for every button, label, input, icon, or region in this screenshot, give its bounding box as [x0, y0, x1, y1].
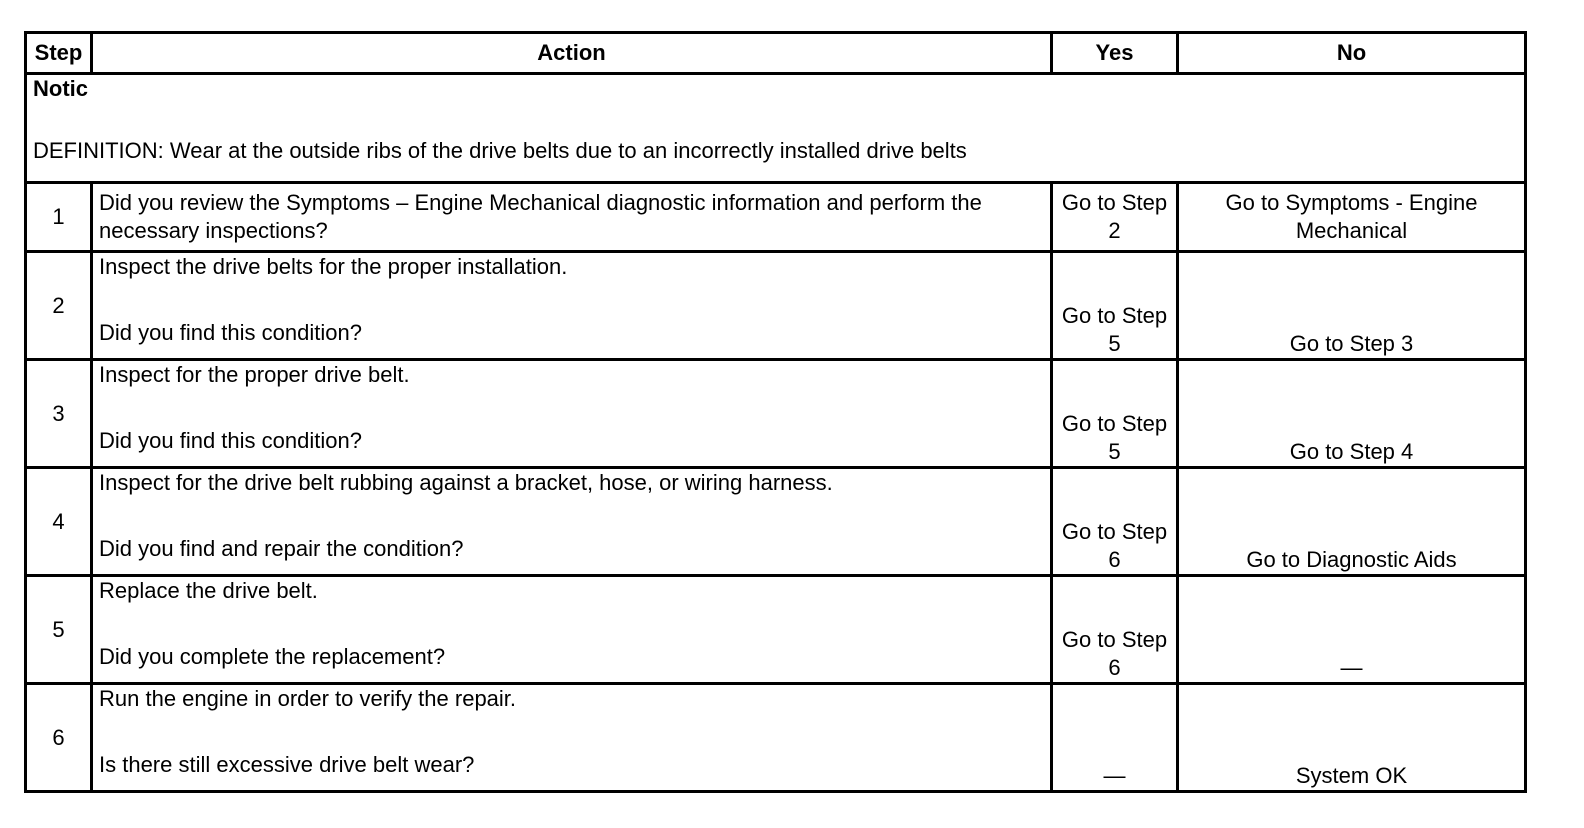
action-cell — [92, 576, 1052, 684]
no-cell: Go to Diagnostic Aids — [1178, 468, 1526, 576]
yes-cell: Go to Step 5 — [1052, 252, 1178, 360]
action-question: Did you complete the replacement? — [99, 644, 446, 670]
header-row — [26, 33, 1526, 74]
yes-cell: Go to Step 6 — [1052, 468, 1178, 576]
notice-cell — [26, 74, 1526, 183]
yes-cell: Go to Step 2 — [1052, 182, 1178, 252]
table-row — [26, 576, 1526, 684]
header-yes: Yes — [1052, 33, 1178, 74]
no-cell: System OK — [1178, 684, 1526, 792]
action-question: Is there still excessive drive belt wear? — [99, 752, 475, 778]
action-question: Did you find and repair the condition? — [99, 536, 464, 562]
action-text: Inspect the drive belts for the proper installation. — [99, 254, 568, 280]
header-no: No — [1178, 33, 1526, 74]
no-cell: Go to Step 4 — [1178, 360, 1526, 468]
no-cell: — — [1178, 576, 1526, 684]
action-text: Run the engine in order to verify the repair. — [99, 686, 517, 712]
notice-title: Notic — [33, 76, 88, 101]
yes-cell: Go to Step 6 — [1052, 576, 1178, 684]
yes-cell: — — [1052, 684, 1178, 792]
step-number: 4 — [26, 468, 92, 576]
action-question: Did you find this condition? — [99, 428, 362, 454]
step-number: 2 — [26, 252, 92, 360]
step-number: 3 — [26, 360, 92, 468]
step-number: 6 — [26, 684, 92, 792]
no-cell: Go to Symptoms - Engine Mechanical — [1178, 182, 1526, 252]
action-text: Inspect for the proper drive belt. — [99, 362, 410, 388]
step-number: 5 — [26, 576, 92, 684]
action-cell — [92, 468, 1052, 576]
action-text: Replace the drive belt. — [99, 578, 318, 604]
table-row — [26, 468, 1526, 576]
table-row — [26, 684, 1526, 792]
notice-definition: DEFINITION: Wear at the outside ribs of the drive belts due to an incorrectly installed drive belts — [33, 138, 967, 163]
diagnostic-table — [24, 31, 1527, 793]
notice-row — [26, 74, 1526, 183]
action-cell — [92, 360, 1052, 468]
action-text: Inspect for the drive belt rubbing against a bracket, hose, or wiring harness. — [99, 470, 833, 496]
step-number: 1 — [26, 182, 92, 252]
header-action: Action — [92, 33, 1052, 74]
header-step: Step — [26, 33, 92, 74]
action-text: Did you review the Symptoms – Engine Mechanical diagnostic information and perform the necessary inspections? — [99, 190, 982, 244]
table-row — [26, 360, 1526, 468]
yes-cell: Go to Step 5 — [1052, 360, 1178, 468]
no-cell: Go to Step 3 — [1178, 252, 1526, 360]
table-row — [26, 252, 1526, 360]
table-row — [26, 182, 1526, 252]
action-cell — [92, 252, 1052, 360]
action-question: Did you find this condition? — [99, 320, 362, 346]
action-cell — [92, 684, 1052, 792]
action-cell — [92, 182, 1052, 252]
